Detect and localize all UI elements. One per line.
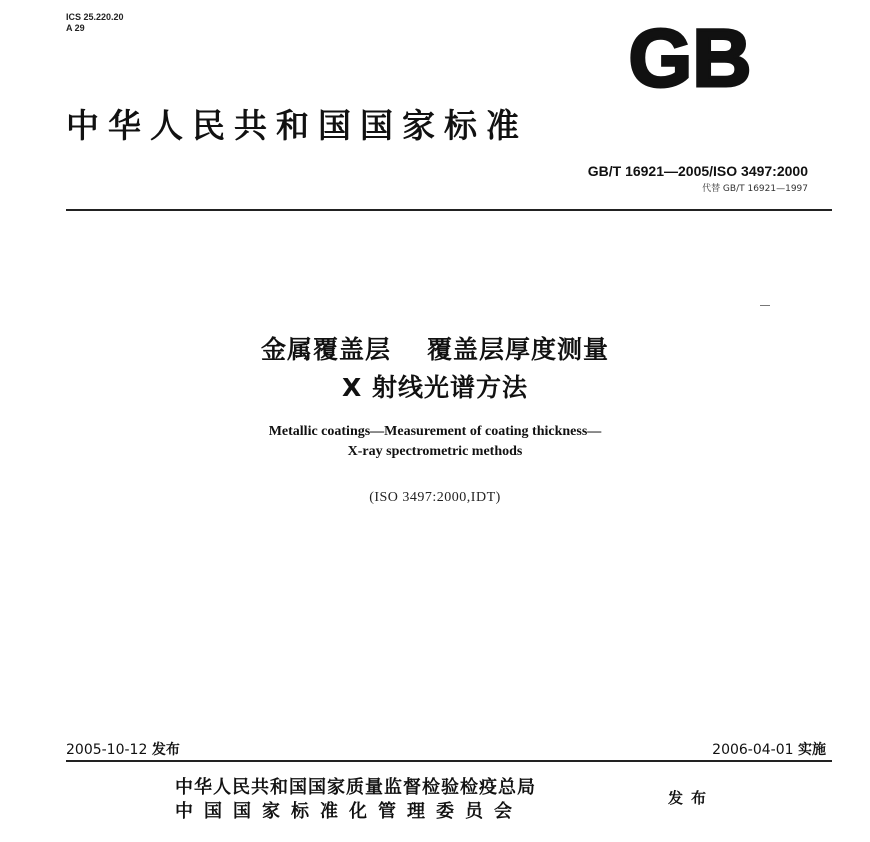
standard-number: GB/T 16921—2005/ISO 3497:2000	[587, 163, 808, 179]
ics-code	[66, 12, 124, 34]
title-cn-line2: X 射线光谱方法	[342, 373, 528, 402]
margin-mark	[760, 305, 770, 306]
publisher-verb: 发布	[668, 789, 715, 807]
ics-line: ICS 25.220.20	[66, 12, 124, 22]
header-divider	[66, 209, 832, 211]
publisher-line1: 中华人民共和国国家质量监督检验检疫总局	[175, 777, 536, 798]
standard-number-block	[588, 163, 808, 194]
footer-divider	[66, 760, 832, 762]
title-cn-part2: 覆盖层厚度测量	[427, 335, 610, 364]
implement-label: 实施	[798, 742, 826, 758]
ccs-line: A 29	[66, 23, 85, 33]
publisher-line2: 中国国家标准化管理委员会	[175, 801, 523, 822]
gb-logo-text: GB	[628, 20, 752, 94]
implement-date-block	[712, 739, 826, 759]
gb-logo	[592, 20, 788, 94]
title-cn-line1	[0, 330, 870, 366]
issue-date: 2005-10-12	[66, 742, 148, 758]
title-cn-part1: 金属覆盖层	[260, 335, 391, 364]
title-en-line1: Metallic coatings—Measurement of coating thickness—	[268, 424, 602, 439]
replaces-note: 代替 GB/T 16921—1997	[702, 184, 808, 194]
iso-reference: (ISO 3497:2000,IDT)	[369, 490, 501, 505]
implement-date: 2006-04-01	[712, 742, 794, 758]
title-en-line2: X-ray spectrometric methods	[347, 444, 523, 459]
issue-date-block	[66, 739, 180, 759]
national-standard-title: 中华人民共和国国家标准	[66, 106, 528, 145]
issue-label: 发布	[151, 742, 180, 758]
